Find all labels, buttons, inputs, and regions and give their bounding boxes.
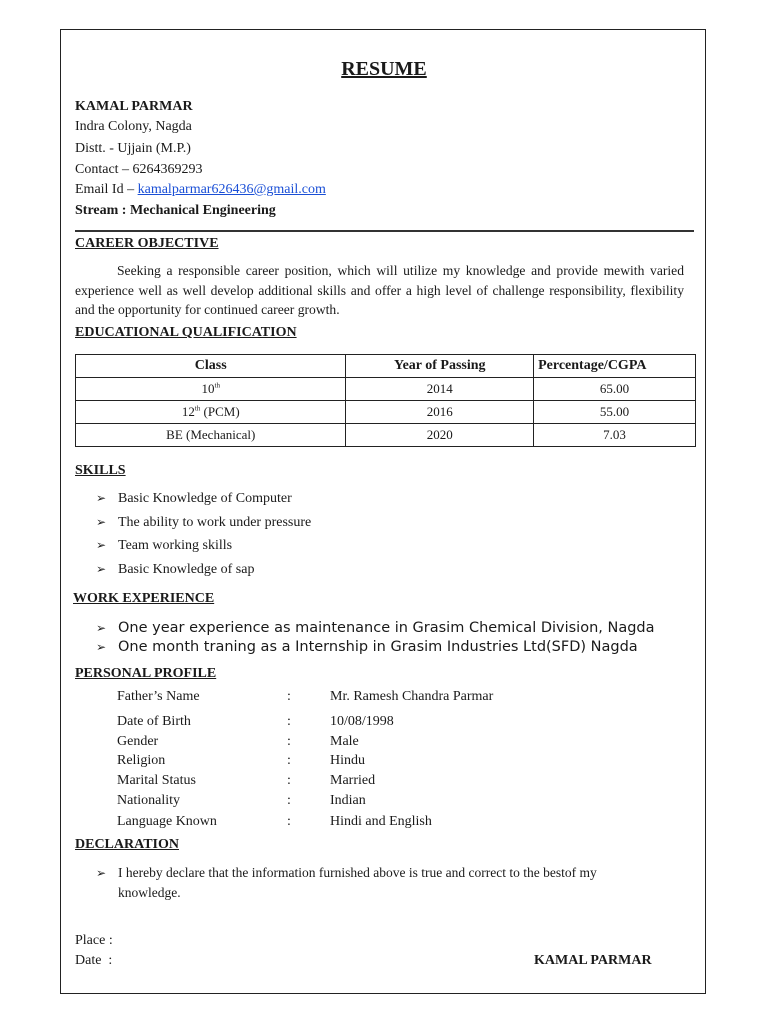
class-base: 12 xyxy=(181,404,195,419)
arrow-bullet-icon: ➢ xyxy=(96,491,107,505)
profile-separator: : xyxy=(287,689,291,704)
list-item xyxy=(96,620,655,636)
profile-label: Religion xyxy=(117,753,166,768)
work-text: One month traning as a Internship in Grasim Industries Ltd(SFD) Nagda xyxy=(118,639,638,655)
class-cell xyxy=(76,378,346,401)
profile-label: Father’s Name xyxy=(117,689,200,704)
skill-text: Basic Knowledge of Computer xyxy=(118,491,292,506)
education-heading: EDUCATIONAL QUALIFICATION xyxy=(75,325,297,340)
profile-separator: : xyxy=(287,734,291,749)
stream-line: Stream : Mechanical Engineering xyxy=(75,203,276,218)
class-base: BE (Mechanical) xyxy=(166,427,256,442)
arrow-bullet-icon: ➢ xyxy=(96,562,107,576)
year-cell: 2016 xyxy=(346,401,534,424)
declaration-text: I hereby declare that the information furnished above is true and correct to the bestof my knowledge. xyxy=(118,865,597,900)
list-item xyxy=(96,562,254,578)
profile-value: Male xyxy=(330,734,359,749)
career-objective-heading: CAREER OBJECTIVE xyxy=(75,236,219,251)
profile-value: Indian xyxy=(330,793,366,808)
column-header-percentage: Percentage/CGPA xyxy=(534,355,696,378)
list-item xyxy=(96,515,311,531)
percentage-cell: 7.03 xyxy=(534,424,696,447)
education-table xyxy=(75,354,696,447)
skill-text: The ability to work under pressure xyxy=(118,515,312,530)
arrow-bullet-icon: ➢ xyxy=(96,538,107,552)
arrow-bullet-icon: ➢ xyxy=(96,621,107,635)
profile-label: Nationality xyxy=(117,793,180,808)
arrow-bullet-icon: ➢ xyxy=(96,640,107,654)
year-cell: 2020 xyxy=(346,424,534,447)
profile-value: Married xyxy=(330,773,376,788)
class-base: 10 xyxy=(201,381,215,396)
profile-label: Date of Birth xyxy=(117,714,191,729)
class-sup: th xyxy=(214,381,220,390)
work-text: One year experience as maintenance in Grasim Chemical Division, Nagda xyxy=(118,620,655,636)
class-cell xyxy=(76,401,346,424)
class-cell xyxy=(76,424,346,447)
profile-separator: : xyxy=(287,773,291,788)
list-item xyxy=(96,491,292,507)
profile-value: Hindu xyxy=(330,753,365,768)
class-suffix: (PCM) xyxy=(200,404,240,419)
place-label: Place : xyxy=(75,933,113,948)
declaration-heading: DECLARATION xyxy=(75,837,179,852)
table-row xyxy=(76,378,696,401)
profile-value: 10/08/1998 xyxy=(330,714,394,729)
profile-separator: : xyxy=(287,714,291,729)
column-header-year: Year of Passing xyxy=(346,355,534,378)
address-line-1: Indra Colony, Nagda xyxy=(75,119,192,134)
email-link[interactable]: kamalparmar626436@gmail.com xyxy=(137,182,326,197)
profile-value: Hindi and English xyxy=(330,814,432,829)
profile-value: Mr. Ramesh Chandra Parmar xyxy=(330,689,494,704)
skills-heading: SKILLS xyxy=(75,463,126,478)
list-item xyxy=(96,538,232,554)
profile-label: Language Known xyxy=(117,814,217,829)
profile-separator: : xyxy=(287,814,291,829)
list-item xyxy=(96,639,638,655)
education-table-header xyxy=(76,355,696,378)
resume-title: RESUME xyxy=(341,58,427,80)
address-line-2: Distt. - Ujjain (M.P.) xyxy=(75,141,191,156)
candidate-name: KAMAL PARMAR xyxy=(75,99,193,114)
arrow-bullet-icon: ➢ xyxy=(96,866,107,880)
profile-label: Gender xyxy=(117,734,159,749)
work-experience-heading: WORK EXPERIENCE xyxy=(73,591,215,606)
column-header-class: Class xyxy=(76,355,346,378)
skill-text: Basic Knowledge of sap xyxy=(118,562,255,577)
list-item xyxy=(96,863,636,903)
year-cell: 2014 xyxy=(346,378,534,401)
signature-name: KAMAL PARMAR xyxy=(534,953,652,968)
skill-text: Team working skills xyxy=(118,538,233,553)
table-row xyxy=(76,401,696,424)
career-objective-text: Seeking a responsible career position, which will utilize my knowledge and provide mewith varied experience well as well develop additional skills and offer a high level of challenge responsibility, flexibility and the opportunity for continued career growth. xyxy=(75,263,684,317)
contact-number: Contact – 6264369293 xyxy=(75,162,203,177)
date-label: Date : xyxy=(75,953,113,968)
table-row xyxy=(76,424,696,447)
profile-separator: : xyxy=(287,753,291,768)
header-divider xyxy=(75,230,694,232)
percentage-cell: 55.00 xyxy=(534,401,696,424)
arrow-bullet-icon: ➢ xyxy=(96,515,107,529)
email-line xyxy=(75,182,326,198)
profile-label: Marital Status xyxy=(117,773,196,788)
email-label: Email Id – xyxy=(75,182,138,197)
profile-separator: : xyxy=(287,793,291,808)
class-sup: th xyxy=(194,404,201,413)
percentage-cell: 65.00 xyxy=(534,378,696,401)
personal-profile-heading: PERSONAL PROFILE xyxy=(75,666,217,681)
